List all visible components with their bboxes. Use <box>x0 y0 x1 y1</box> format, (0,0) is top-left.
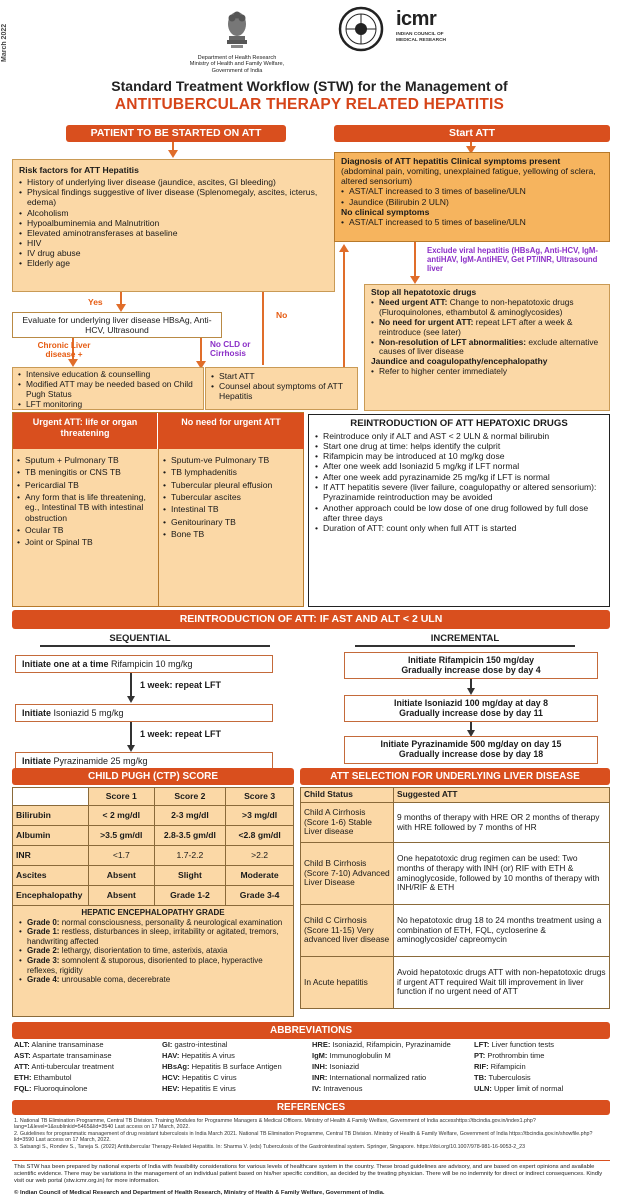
arrow-line <box>414 242 416 280</box>
arrow-line <box>343 250 345 367</box>
list-item: • Sputum-ve Pulmonary TB <box>163 455 301 465</box>
abbreviation-item: GI: gastro-intestinal <box>162 1040 228 1049</box>
reintroduction-drugs-box <box>308 414 610 607</box>
dhr-seal-icon <box>338 6 384 52</box>
list-item: • Grade 1: restless, disturbances in sleep, irritability or agitated, tremors, handwriting affected <box>19 927 287 946</box>
list-item: • TB meningitis or CNS TB <box>17 467 155 477</box>
reintro-title: REINTRODUCTION OF ATT HEPATOXIC DRUGS <box>350 418 568 429</box>
list-item: • Any form that is life threatening, eg., Intestinal TB with intestinal obstruction <box>17 492 155 523</box>
list-item: • LFT monitoring <box>18 400 198 410</box>
list-item: • Physical findings suggestive of liver disease (Splenomegaly, ascites, icterus, edema) <box>19 187 328 207</box>
incremental-label: INCREMENTAL <box>430 633 500 644</box>
arrow-head <box>410 276 420 284</box>
divider <box>40 645 270 647</box>
evaluate-box: Evaluate for underlying liver disease HBsAg, Anti-HCV, Ultrasound <box>12 312 222 338</box>
arrow-head <box>339 244 349 252</box>
list-item: • HIV <box>19 238 328 248</box>
list-item: • Grade 0: normal consciousness, personality & neurological examination <box>19 918 287 928</box>
abbreviation-item: ATT: Anti-tubercular treatment <box>14 1062 114 1071</box>
list-item: • AST/ALT increased to 3 times of baseline/ULN <box>341 186 603 196</box>
list-item: • AST/ALT increased to 5 times of baseline/ULN <box>341 217 603 227</box>
stop-drugs-box <box>364 284 610 411</box>
list-item: • Duration of ATT: count only when full ATT is started <box>315 523 603 533</box>
list-item: • Intestinal TB <box>163 504 301 514</box>
reintroduction-banner: REINTRODUCTION OF ATT: IF AST AND ALT < 2 ULN <box>12 610 610 629</box>
abbreviation-item: HRE: Isoniazid, Rifampicin, Pyrazinamide <box>312 1040 451 1049</box>
disclaimer: This STW has been prepared by national experts of India with feasibility considerations for various levels of healthcare system in the country. These broad guidelines are advisory, and are based on expert opinions and available scientific evidence. There may be variations in the management of an individual patient based on his/her specific condition, as decided by the treating physician. There will be no indemnity for direct or indirect consequences. Kindly visit our web portal (stw.icmr.org.in) for more information. <box>14 1164 603 1185</box>
dept-name: Department of Health Research Ministry of Health and Family Welfare, Government of India <box>189 55 285 74</box>
child-pugh-table <box>12 787 294 906</box>
diag-title: Diagnosis of ATT hepatitis Clinical symptoms present <box>341 156 561 166</box>
list-item: • History of underlying liver disease (jaundice, ascites, GI bleeding) <box>19 177 328 187</box>
table-row: Child A Cirrhosis (Score 1-6) Stable Liver disease 9 months of therapy with HRE OR 2 months of therapy with HRE followed by 7 months of HR <box>301 803 610 843</box>
icmr-logo-subtitle: INDIAN COUNCIL OF MEDICAL RESEARCH <box>396 32 447 43</box>
abbreviation-item: FQL: Fluoroquinolone <box>14 1084 88 1093</box>
list-item: • Non-resolution of LFT abnormalities: exclude alternative causes of liver disease <box>371 338 603 358</box>
abbreviation-item: INR: International normalized ratio <box>312 1073 427 1082</box>
seq-step-3: Initiate Pyrazinamide 25 mg/kg <box>15 752 273 770</box>
references-list <box>14 1118 608 1150</box>
table-row: Albumin >3.5 gm/dl 2.8-3.5 gm/dl <2.8 gm/dl <box>13 826 294 846</box>
exclude-viral-text: Exclude viral hepatitis (HBsAg, Anti-HCV, IgM- antiHAV, IgM-AntiHEV, Get PT/INR, Ultrasound liver <box>427 246 598 273</box>
list-item: • After one week add pyrazinamide 25 mg/kg if LFT is normal <box>315 472 603 482</box>
copyright: © Indian Council of Medical Research and Department of Health Research, Ministry of Health & Family Welfare, Government of India. <box>14 1190 385 1196</box>
no-cld-label: No CLD or Cirrhosis <box>210 340 251 359</box>
no-need-list <box>163 455 301 539</box>
start-att-banner: Start ATT <box>334 125 610 142</box>
patient-start-banner: PATIENT TO BE STARTED ON ATT <box>66 125 286 142</box>
list-item: • Need urgent ATT: Change to non-hepatotoxic drugs (Fluroquinolones, ethambutol & aminoglycosides) <box>371 298 603 318</box>
list-item: 2. Guidelines for programmatic management of drug resistant tuberculosis in India March 2021. National TB Elimination Programme, Central TB Division. Ministry of Health & Family Welfare, Government of India https://tbcindia.gov.in/showfile.php?lid=3590 Last access on 17 March, 2022. <box>14 1130 593 1144</box>
arrow-head <box>127 745 135 752</box>
table-header <box>13 788 89 806</box>
table-row: Bilirubin < 2 mg/dl 2-3 mg/dl >3 mg/dl <box>13 806 294 826</box>
list-item: • Bone TB <box>163 529 301 539</box>
arrow-line <box>130 722 132 747</box>
arrow-line <box>130 673 132 698</box>
no-label: No <box>276 310 288 320</box>
list-item: • IV drug abuse <box>19 248 328 258</box>
arrow-head <box>68 359 78 367</box>
table-header: Suggested ATT <box>394 788 610 803</box>
abbreviation-item: AST: Aspartate transaminase <box>14 1051 112 1060</box>
table-row: Child C Cirrhosis (Score 11-15) Very advanced liver disease No hepatotoxic drug 18 to 24 months treatment using a combination of ETH, FQL, cycloserine & aminoglycoside/ capreomycin <box>301 905 610 957</box>
list-item: • If ATT hepatitis severe (liver failure, coagulopathy or altered sensorium): Pyrazinamide reintroduction may be avoided <box>315 482 603 503</box>
arrow-head <box>467 688 475 695</box>
stop-title: Stop all hepatotoxic drugs <box>371 287 477 297</box>
yes-label: Yes <box>88 297 103 307</box>
cld-box <box>12 367 204 410</box>
chronic-liver-label: Chronic Liver disease + <box>37 341 91 360</box>
list-item: • Hypoalbuminemia and Malnutrition <box>19 218 328 228</box>
table-row: Encephalopathy Absent Grade 1-2 Grade 3-4 <box>13 886 294 906</box>
urgent-header: Urgent ATT: life or organ threatening <box>13 413 158 449</box>
abbreviation-item: ULN: Upper limit of normal <box>474 1084 564 1093</box>
seq-interval-2: 1 week: repeat LFT <box>140 729 222 739</box>
list-item: • No need for urgent ATT: repeat LFT after a week & reintroduce (see later) <box>371 318 603 338</box>
no-need-header: No need for urgent ATT <box>158 413 304 449</box>
inc-step-1: Initiate Rifampicin 150 mg/day Gradually increase dose by day 4 <box>344 652 598 679</box>
list-item: • TB lymphadenitis <box>163 467 301 477</box>
grade-title: HEPATIC ENCEPHALOPATHY GRADE <box>81 908 225 917</box>
list-item: • Alcoholism <box>19 208 328 218</box>
list-item: • Grade 4: unrousable coma, decerebrate <box>19 975 287 985</box>
diagnosis-box <box>334 152 610 242</box>
child-pugh-banner: CHILD PUGH (CTP) SCORE <box>12 768 294 785</box>
risk-factors-box <box>12 159 335 292</box>
list-item: • Sputum + Pulmonary TB <box>17 455 155 465</box>
abbreviation-item: PT: Prothrombin time <box>474 1051 545 1060</box>
urgency-table <box>12 412 304 607</box>
list-item: • Counsel about symptoms of ATT Hepatitis <box>211 381 352 401</box>
list-item: • Elderly age <box>19 258 328 268</box>
list-item: • Start one drug at time: helps identify the culprit <box>315 441 603 451</box>
table-header: Score 2 <box>154 788 226 806</box>
table-row: INR <1.7 1.7-2.2 >2.2 <box>13 846 294 866</box>
list-item: • Rifampicin may be introduced at 10 mg/kg dose <box>315 451 603 461</box>
list-item: • Genitourinary TB <box>163 517 301 527</box>
list-item: • Modified ATT may be needed based on Child Pugh Status <box>18 380 198 400</box>
abbreviation-item: HCV: Hepatitis C virus <box>162 1073 237 1082</box>
jaundice-title: Jaundice and coagulopathy/encephalopathy <box>371 356 548 367</box>
list-item: • Joint or Spinal TB <box>17 537 155 547</box>
diag-desc: (abdominal pain, vomiting, unexplained fatigue, yellowing of sclera, altered sensorium) <box>341 166 596 187</box>
arrow-head <box>116 304 126 312</box>
list-item: • Start ATT <box>211 371 352 381</box>
icmr-logo: icmr <box>396 8 437 30</box>
abbreviation-item: HBsAg: Hepatitis B surface Antigen <box>162 1062 282 1071</box>
seq-interval-1: 1 week: repeat LFT <box>140 680 222 690</box>
divider <box>12 1160 610 1161</box>
list-item: • Grade 2: lethargy, disorientation to time, asterixis, ataxia <box>19 946 287 956</box>
table-header: Score 3 <box>226 788 294 806</box>
page-title: ANTITUBERCULAR THERAPY RELATED HEPATITIS <box>114 96 505 113</box>
list-item: • Tubercular ascites <box>163 492 301 502</box>
abbreviation-item: ETH: Ethambutol <box>14 1073 72 1082</box>
list-item: • Grade 3: somnolent & stuporous, disoriented to place, hyperactive reflexes, rigidity <box>19 956 287 975</box>
list-item: • Elevated aminotransferases at baseline <box>19 228 328 238</box>
no-clinical-title: No clinical symptoms <box>341 206 430 217</box>
abbreviation-item: LFT: Liver function tests <box>474 1040 555 1049</box>
abbreviation-item: RIF: Rifampicin <box>474 1062 526 1071</box>
list-item: • Reintroduce only if ALT and AST < 2 ULN & normal bilirubin <box>315 431 603 441</box>
seq-step-1: Initiate one at a time Rifampicin 10 mg/kg <box>15 655 273 673</box>
sequential-label: SEQUENTIAL <box>109 633 171 644</box>
abbreviation-item: IgM: Immunoglobulin M <box>312 1051 391 1060</box>
att-selection-table <box>300 787 610 1009</box>
national-emblem-icon <box>223 6 251 50</box>
table-header: Child Status <box>301 788 394 803</box>
list-item: • Another approach could be low dose of one drug followed by full dose after three days <box>315 503 603 524</box>
table-header: Score 1 <box>88 788 154 806</box>
abbreviations-list <box>12 1041 610 1098</box>
abbreviations-banner: ABBREVIATIONS <box>12 1022 610 1039</box>
list-item: • After one week add Isoniazid 5 mg/kg if LFT normal <box>315 461 603 471</box>
urgent-list <box>17 455 155 548</box>
table-row: Child B Cirrhosis (Score 7-10) Advanced Liver Disease One hepatotoxic drug regimen can be used: Two months of therapy with INH (or) RIF with ETH & aminoglycoside, followed by 10 months of therapy with INH/RIF & ETH <box>301 843 610 905</box>
side-date: March 2022 <box>1 23 8 62</box>
list-item: • Jaundice (Bilirubin 2 ULN) <box>341 197 603 207</box>
risk-title: Risk factors for ATT Hepatitis <box>19 165 139 175</box>
inc-step-2: Initiate Isoniazid 100 mg/day at day 8 Gradually increase dose by day 11 <box>344 695 598 722</box>
att-selection-banner: ATT SELECTION FOR UNDERLYING LIVER DISEASE <box>300 768 610 785</box>
abbreviation-item: IV: Intravenous <box>312 1084 363 1093</box>
list-item: • Refer to higher center immediately <box>371 367 603 377</box>
list-item: • Ocular TB <box>17 525 155 535</box>
seq-step-2: Initiate Isoniazid 5 mg/kg <box>15 704 273 722</box>
table-row: Ascites Absent Slight Moderate <box>13 866 294 886</box>
inc-step-3: Initiate Pyrazinamide 500 mg/day on day 15 Gradually increase dose by day 18 <box>344 736 598 764</box>
encephalopathy-grade-box <box>12 905 294 1017</box>
references-banner: REFERENCES <box>12 1100 610 1115</box>
title-line-1: Standard Treatment Workflow (STW) for the Management of <box>111 78 508 94</box>
abbreviation-item: INH: Isoniazid <box>312 1062 360 1071</box>
risk-list <box>19 177 328 268</box>
list-item: 3. Satsangi S., Rondev S., Taneja S. (2022) Antitubercular Therapy-Related Hepatitis. In: Sharma V. (eds) Tuberculosis of the Gastrointestinal system. Springer, Singapore. https://doi.org/10.1007/978-981-16-9053-2_23 <box>14 1143 526 1150</box>
list-item: • Intensive education & counselling <box>18 370 198 380</box>
arrow-head <box>168 150 178 158</box>
list-item: 1. National TB Elimination Programme, Central TB Division. Training Modules for Programme Managers & Medical Officers. Ministry of Health & Family Welfare, Government of India accesshttps://tbcindia.gov.in/index1.php?lang=1&level=1&sublinkid=5465&lid=3540 Last access on 17 March, 2022. <box>14 1118 536 1131</box>
abbreviation-item: ALT: Alanine transaminase <box>14 1040 104 1049</box>
arrow-head <box>127 696 135 703</box>
list-item: • Pericardial TB <box>17 480 155 490</box>
abbreviation-item: TB: Tuberculosis <box>474 1073 531 1082</box>
abbreviation-item: HAV: Hepatitis A virus <box>162 1051 235 1060</box>
list-item: • Tubercular pleural effusion <box>163 480 301 490</box>
divider <box>355 645 575 647</box>
start-att-box <box>205 367 358 410</box>
divider <box>158 449 159 607</box>
abbreviation-item: HEV: Hepatitis E virus <box>162 1084 236 1093</box>
table-row: In Acute hepatitis Avoid hepatotoxic drugs ATT with non-hepatotoxic drugs if urgent ATT required Wait till improvement in liver function if no urgent need of ATT <box>301 957 610 1009</box>
